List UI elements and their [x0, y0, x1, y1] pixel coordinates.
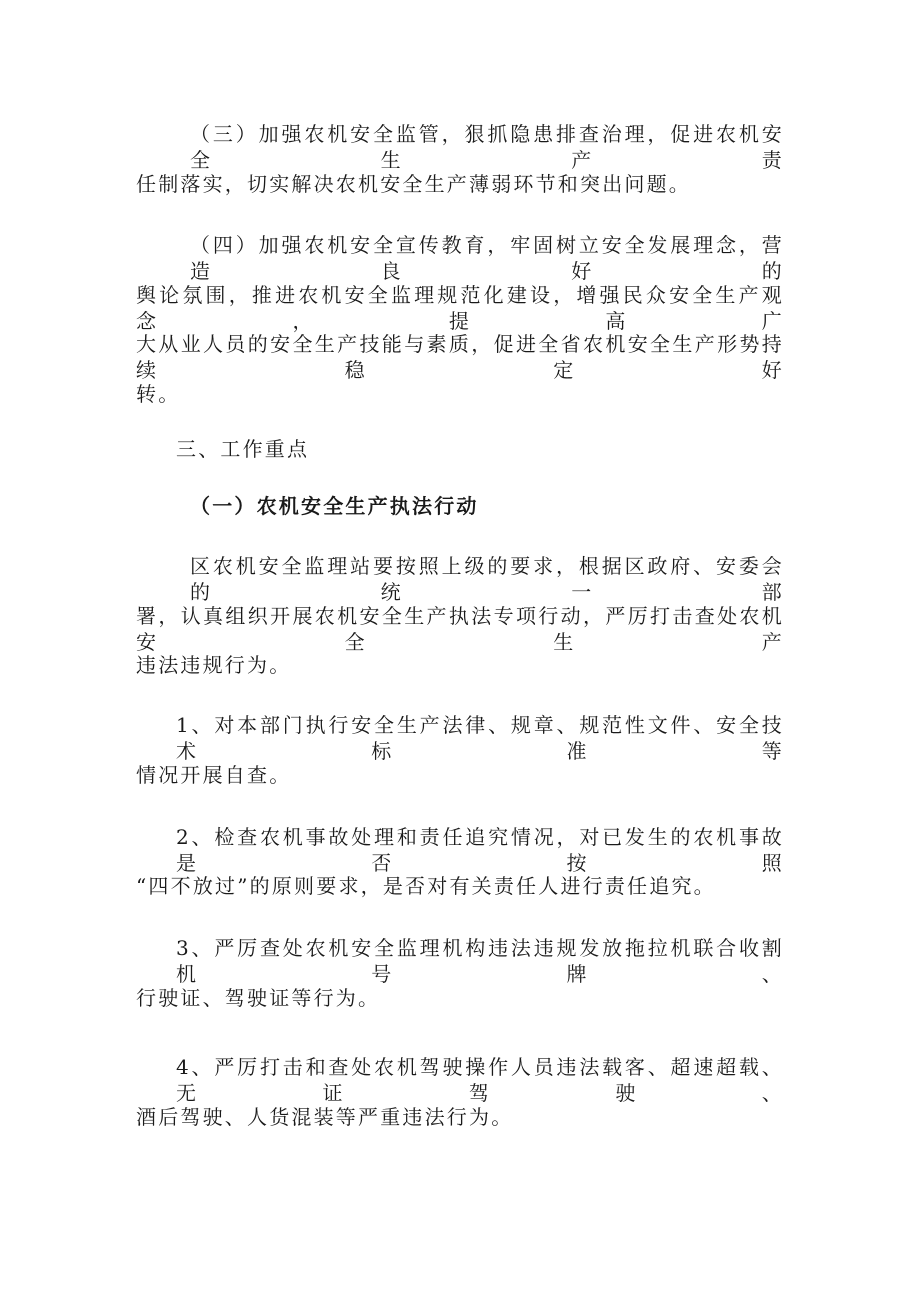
- paragraph-4-line-4: 转。: [136, 382, 181, 406]
- paragraph-3-line-1: （三）加强农机安全监管，狠抓隐患排查治理，促进农机安全生产责: [190, 122, 784, 172]
- item-3-line-1: 3、严厉查处农机安全监理机构违法违规发放拖拉机联合收割机号牌、: [176, 936, 784, 986]
- item-1-line-1: 1、对本部门执行安全生产法律、规章、规范性文件、安全技术标准等: [176, 713, 784, 763]
- item-1-line-2: 情况开展自查。: [136, 763, 292, 787]
- intro-line-2: 署，认真组织开展农机安全生产执法专项行动，严厉打击查处农机安全生产: [136, 604, 784, 654]
- intro-line-1: 区农机安全监理站要按照上级的要求，根据区政府、安委会的统一部: [190, 554, 784, 604]
- intro-line-3: 违法违规行为。: [136, 653, 292, 677]
- section-heading: 三、工作重点: [176, 437, 310, 461]
- item-4-line-2: 酒后驾驶、人货混装等严重违法行为。: [136, 1105, 514, 1129]
- item-2-line-2: “四不放过”的原则要求，是否对有关责任人进行责任追究。: [136, 874, 716, 898]
- item-4-line-1: 4、严厉打击和查处农机驾驶操作人员违法载客、超速超载、无证驾驶、: [176, 1055, 784, 1105]
- item-2-line-1: 2、检查农机事故处理和责任追究情况，对已发生的农机事故是否按照: [176, 825, 784, 875]
- paragraph-4-line-1: （四）加强农机安全宣传教育，牢固树立安全发展理念，营造良好的: [190, 233, 784, 283]
- paragraph-4-line-2: 舆论氛围，推进农机安全监理规范化建设，增强民众安全生产观念，提高广: [136, 283, 784, 333]
- subsection-heading: （一）农机安全生产执法行动: [190, 494, 479, 518]
- paragraph-3-line-2: 任制落实，切实解决农机安全生产薄弱环节和突出问题。: [136, 172, 691, 196]
- paragraph-4-line-3: 大从业人员的安全生产技能与素质，促进全省农机安全生产形势持续稳定好: [136, 332, 784, 382]
- item-3-line-2: 行驶证、驾驶证等行为。: [136, 986, 381, 1010]
